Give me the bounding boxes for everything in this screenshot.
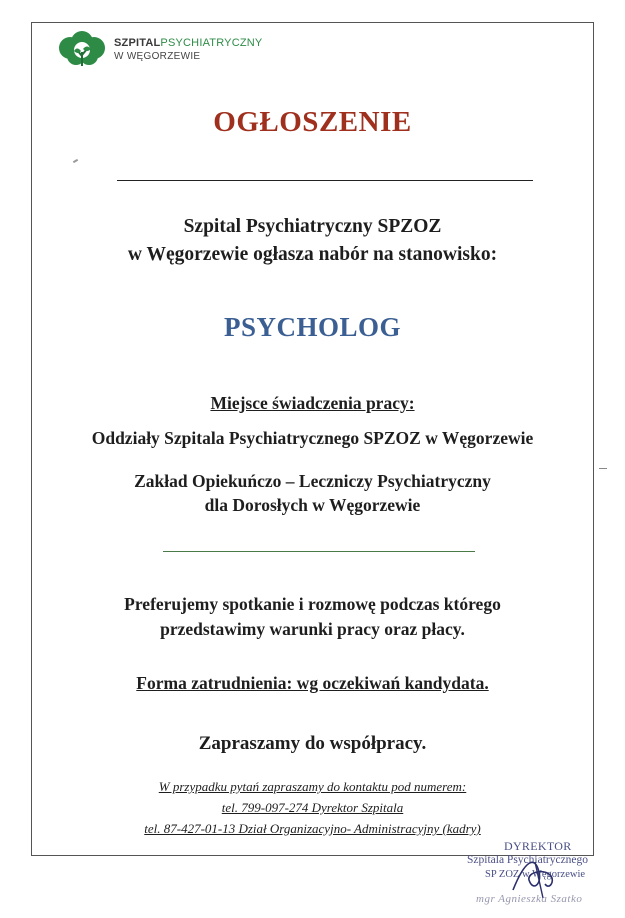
contact-intro: W przypadku pytań zapraszamy do kontaktu pod numerem: bbox=[158, 779, 467, 794]
workplace-2-line-1: Zakład Opiekuńczo – Leczniczy Psychiatryczny bbox=[134, 471, 491, 491]
signature-name: mgr Agnieszka Szatko bbox=[476, 893, 583, 905]
workplace-2 bbox=[0, 469, 625, 517]
divider-top bbox=[117, 180, 533, 181]
announcement-title: OGŁOSZENIE bbox=[213, 106, 412, 138]
contact-phone-hr: tel. 87-427-01-13 Dział Organizacyjno- Administracyjny (kadry) bbox=[144, 821, 481, 836]
logo-name-bold: SZPITAL bbox=[114, 37, 161, 49]
workplace-heading: Miejsce świadczenia pracy: bbox=[210, 393, 415, 413]
stamp-line-2: Szpitala Psychiatrycznego bbox=[467, 854, 589, 866]
employment-form: Forma zatrudnienia: wg oczekiwań kandydata. bbox=[136, 673, 489, 693]
hospital-logo bbox=[56, 30, 262, 70]
divider-middle bbox=[163, 551, 475, 552]
preference-line-1: Preferujemy spotkanie i rozmowę podczas którego bbox=[124, 594, 501, 614]
preference-text bbox=[0, 592, 625, 642]
preference-line-2: przedstawimy warunki pracy oraz płacy. bbox=[160, 619, 465, 639]
workplace-1: Oddziały Szpitala Psychiatrycznego SPZOZ w Węgorzewie bbox=[91, 428, 534, 448]
intro-line-1: Szpital Psychiatryczny SPZOZ bbox=[183, 216, 442, 237]
position-title: PSYCHOLOG bbox=[223, 312, 402, 342]
logo-location: W WĘGORZEWIE bbox=[114, 51, 201, 62]
stamp-line-3: SP ZOZ w Węgorzewie bbox=[485, 869, 586, 880]
intro-text bbox=[0, 213, 625, 269]
invitation: Zapraszamy do współpracy. bbox=[198, 733, 427, 754]
tree-logo-icon bbox=[56, 30, 108, 70]
logo-name-green: PSYCHIATRYCZNY bbox=[160, 37, 263, 49]
intro-line-2: w Węgorzewie ogłasza nabór na stanowisko: bbox=[127, 244, 498, 265]
stamp-line-1: DYREKTOR bbox=[504, 839, 572, 853]
workplace-2-line-2: dla Dorosłych w Węgorzewie bbox=[204, 495, 421, 515]
contact-phone-director: tel. 799-097-274 Dyrektor Szpitala bbox=[221, 800, 404, 815]
